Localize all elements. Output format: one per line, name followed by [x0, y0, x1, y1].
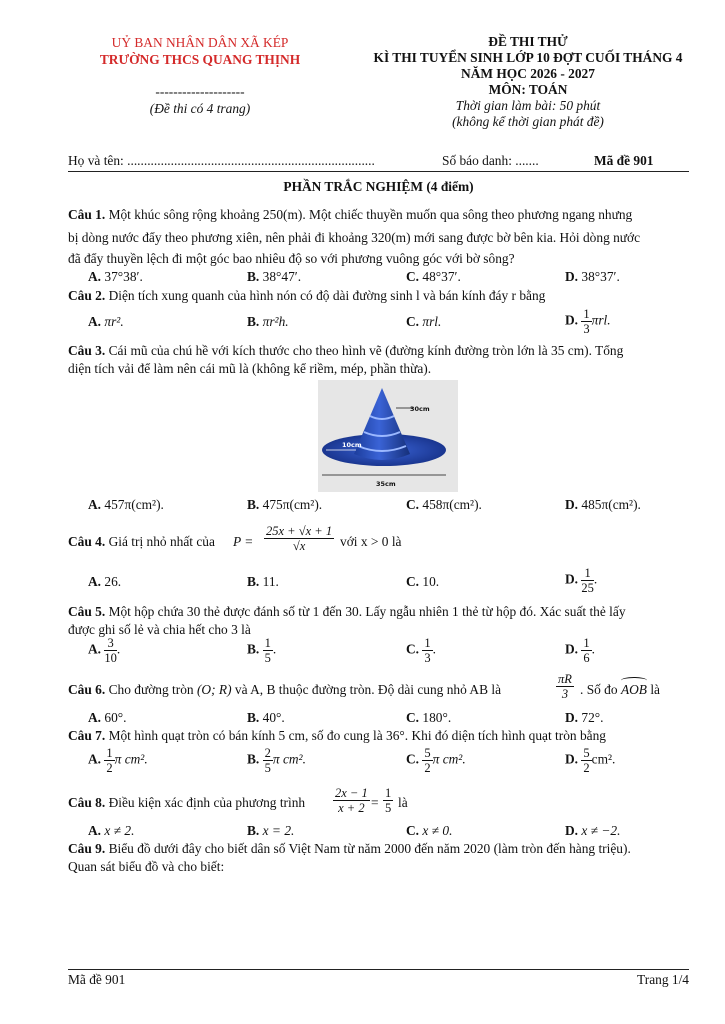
- q5-opt-b[interactable]: B. $\frac{1}{5}$ .: [247, 636, 277, 665]
- q5-opt-a[interactable]: A. $\frac{3}{10}$ .: [88, 636, 121, 665]
- q6-opt-d[interactable]: 72°.: [581, 710, 604, 725]
- q2-opt-a[interactable]: πr².: [104, 314, 124, 329]
- q4-p: P =: [233, 534, 254, 549]
- q3-opt-c[interactable]: 458π(cm²).: [422, 497, 482, 512]
- q5-text-1: Một hộp chứa 30 thẻ được đánh số từ 1 đến 30. Lấy ngẫu nhiên 1 thẻ từ hộp đó. Xác suất thẻ lấy: [108, 604, 626, 619]
- label-10cm: 10cm: [342, 441, 362, 449]
- q4-fraction: $\frac{25x + √x + 1}{√x}$: [266, 524, 333, 553]
- q5-options: [68, 636, 689, 668]
- footer-page: Trang 1/4: [637, 972, 689, 987]
- q3-text-1: Cái mũ của chú hề với kích thước cho theo hình vẽ (đường kính đường tròn lớn là 35 cm). Tổng: [108, 343, 624, 358]
- q3-line1: [68, 342, 689, 360]
- q3-opt-b[interactable]: 475π(cm²).: [262, 497, 323, 512]
- q6-opt-a[interactable]: 60°.: [104, 710, 127, 725]
- q1-opt-d-letter: D.: [565, 269, 579, 284]
- q1-label: Câu 1.: [68, 207, 106, 222]
- q4-opt-d[interactable]: D. $\frac{1}{25}$ .: [565, 566, 598, 595]
- q6-options: A. 60°. B. 40°. C. 180°. D. 72°.: [88, 710, 604, 725]
- q3-opt-a[interactable]: 457π(cm²).: [104, 497, 164, 512]
- q8-opt-d[interactable]: x ≠ −2.: [581, 823, 621, 838]
- q6-text-1: Cho đường tròn: [108, 682, 194, 697]
- header-right: [318, 34, 725, 130]
- q6-opt-b[interactable]: 40°.: [262, 710, 285, 725]
- q4-opt-c[interactable]: 10.: [422, 574, 440, 589]
- label-35cm: 35cm: [376, 480, 396, 488]
- q6-opt-c[interactable]: 180°.: [422, 710, 452, 725]
- exam-code: Mã đề 901: [594, 153, 654, 168]
- q3-text-2: diện tích vải để làm nên cái mũ là (không kể riềm, mép, phần thừa).: [68, 361, 432, 376]
- q9-text-2: Quan sát biểu đồ và cho biết:: [68, 859, 225, 874]
- exam-title: ĐỀ THI THỬ: [488, 34, 568, 49]
- q2-opt-c[interactable]: πrl.: [422, 314, 442, 329]
- q8-label: Câu 8.: [68, 795, 106, 810]
- q6-text-2: và A, B thuộc đường tròn. Độ dài cung nhỏ AB là: [234, 682, 502, 697]
- q8-right-fraction: $\frac{1}{5}$: [385, 786, 392, 815]
- q7-line: [68, 727, 689, 745]
- q2-options: A. πr². B. πr²h. C. πrl. D. $\frac{1}{3}$ πrl.: [88, 307, 611, 336]
- q7-options: [68, 746, 689, 780]
- q8-options: A. x ≠ 2. B. x = 2. C. x ≠ 0. D. x ≠ −2.: [88, 823, 621, 838]
- org-name: UỶ BAN NHÂN DÂN XÃ KÉP: [111, 35, 289, 50]
- pages-note: (Đề thi có 4 trang): [149, 101, 251, 116]
- q1-text-2: bị dòng nước đẩy theo phương xiên, nên phải đi khoảng 320(m) mới sang được bờ bên kia. Hỏi dòng nước: [68, 230, 641, 245]
- q3-opt-d[interactable]: 485π(cm²).: [581, 497, 641, 512]
- q7-opt-b[interactable]: B. $\frac{2}{5}$ π cm².: [247, 746, 306, 775]
- clown-hat-figure: [318, 380, 458, 492]
- q6-text-4: là: [650, 682, 660, 697]
- q5-line1: [68, 603, 689, 621]
- q1-opt-a[interactable]: 37°38′.: [104, 269, 143, 284]
- exam-time-note: (không kể thời gian phát đề): [452, 114, 604, 129]
- q4-options: A. 26. B. 11. C. 10. D. $\frac{1}{25}$ .: [88, 566, 598, 595]
- q2-opt-b[interactable]: πr²h.: [262, 314, 289, 329]
- q4-text: Giá trị nhỏ nhất của: [108, 534, 215, 549]
- q1-opt-d[interactable]: 38°37′.: [581, 269, 620, 284]
- q8-opt-c[interactable]: x ≠ 0.: [422, 823, 453, 838]
- q6-arc: AOB: [620, 682, 647, 697]
- q6-fraction: $\frac{\pi R}{3}$: [558, 672, 572, 701]
- q4-opt-a[interactable]: 26.: [104, 574, 122, 589]
- q8-opt-a[interactable]: x ≠ 2.: [104, 823, 135, 838]
- q9-label: Câu 9.: [68, 841, 106, 856]
- school-year: NĂM HỌC 2026 - 2027: [461, 66, 595, 81]
- q8-text: Điều kiện xác định của phương trình: [108, 795, 306, 810]
- q3-label: Câu 3.: [68, 343, 106, 358]
- q7-opt-c[interactable]: C. $\frac{5}{2}$ π cm².: [406, 746, 466, 775]
- q4-opt-b[interactable]: 11.: [262, 574, 279, 589]
- dashes: --------------------: [155, 84, 245, 99]
- q6-text-3: . Số đo: [580, 682, 618, 697]
- q9-line1: [68, 840, 689, 858]
- q1-options: [68, 268, 689, 286]
- q2-text: Diện tích xung quanh của hình nón có độ dài đường sinh l và bán kính đáy r bằng: [108, 288, 546, 303]
- q5-opt-c[interactable]: C. $\frac{1}{3}$ .: [406, 636, 436, 665]
- footer-code: Mã đề 901: [68, 972, 126, 987]
- q2-label: Câu 2.: [68, 288, 106, 303]
- footer-divider: [68, 969, 689, 970]
- q8-tail: là: [398, 795, 408, 810]
- q6-label: Câu 6.: [68, 682, 106, 697]
- q8-opt-b[interactable]: x = 2.: [262, 823, 295, 838]
- q1-line1: [68, 206, 689, 224]
- q5-label: Câu 5.: [68, 604, 106, 619]
- section-title: PHẦN TRẮC NGHIỆM (4 điểm): [283, 179, 474, 194]
- q7-opt-d[interactable]: D. $\frac{5}{2}$ cm².: [565, 746, 616, 775]
- q1-opt-a-letter: A.: [88, 269, 102, 284]
- q1-text-3: đã đẩy thuyền lệch đi một góc bao nhiêu độ so với phương vuông góc với bờ sông?: [68, 251, 515, 266]
- q7-label: Câu 7.: [68, 728, 106, 743]
- q4-label: Câu 4.: [68, 534, 106, 549]
- q8-left-fraction: $\frac{2x - 1}{x + 2}$: [335, 786, 368, 815]
- q1-opt-b-letter: B.: [247, 269, 260, 284]
- name-field-label: Họ và tên: ..........................................................................: [68, 153, 375, 168]
- q1-opt-c[interactable]: 48°37′.: [422, 269, 461, 284]
- q1-text-1: Một khúc sông rộng khoảng 250(m). Một chiếc thuyền muốn qua sông theo phương ngang nhưng: [108, 207, 633, 222]
- label-30cm: 30cm: [410, 405, 430, 413]
- info-divider: [68, 171, 689, 172]
- header-left: [60, 34, 340, 117]
- q2-opt-d[interactable]: D. $\frac{1}{3}$ πrl.: [565, 307, 611, 336]
- q4-line: [68, 524, 689, 560]
- exam-time: Thời gian làm bài: 50 phút: [455, 98, 601, 113]
- q7-text: Một hình quạt tròn có bán kính 5 cm, số đo cung là 36°. Khi đó diện tích hình quạt tròn bằng: [108, 728, 606, 743]
- sbd-field-label: Số báo danh: .......: [442, 153, 539, 168]
- q2-line: [68, 287, 689, 305]
- school-name: TRƯỜNG THCS QUANG THỊNH: [99, 52, 301, 67]
- q5-text-2: được ghi số lẻ và chia hết cho 3 là: [68, 622, 251, 637]
- q5-opt-d[interactable]: D. $\frac{1}{6}$ .: [565, 636, 595, 665]
- subject: MÔN: TOÁN: [488, 82, 568, 97]
- q3-options: A. 457π(cm²). B. 475π(cm²). C. 458π(cm²). D. 485π(cm²).: [88, 497, 641, 512]
- q6-line: [68, 672, 689, 708]
- exam-subtitle: KÌ THI TUYỂN SINH LỚP 10 ĐỢT CUỐI THÁNG 4: [373, 50, 683, 65]
- q8-line: Câu 8. Điều kiện xác định của phương trình $\frac{2x - 1}{x + 2}$ = $\frac{1}{5}$ là: [68, 786, 408, 815]
- q1-opt-b[interactable]: 38°47′.: [262, 269, 302, 284]
- q6-circle: (O; R): [196, 682, 232, 697]
- q9-text-1: Biểu đồ dưới đây cho biết dân số Việt Nam từ năm 2000 đến năm 2020 (làm tròn đến hàng triệu).: [108, 841, 631, 856]
- q7-opt-a[interactable]: A. $\frac{1}{2}$ π cm².: [88, 746, 148, 775]
- q4-cond: với x > 0 là: [340, 534, 402, 549]
- q1-opt-c-letter: C.: [406, 269, 420, 284]
